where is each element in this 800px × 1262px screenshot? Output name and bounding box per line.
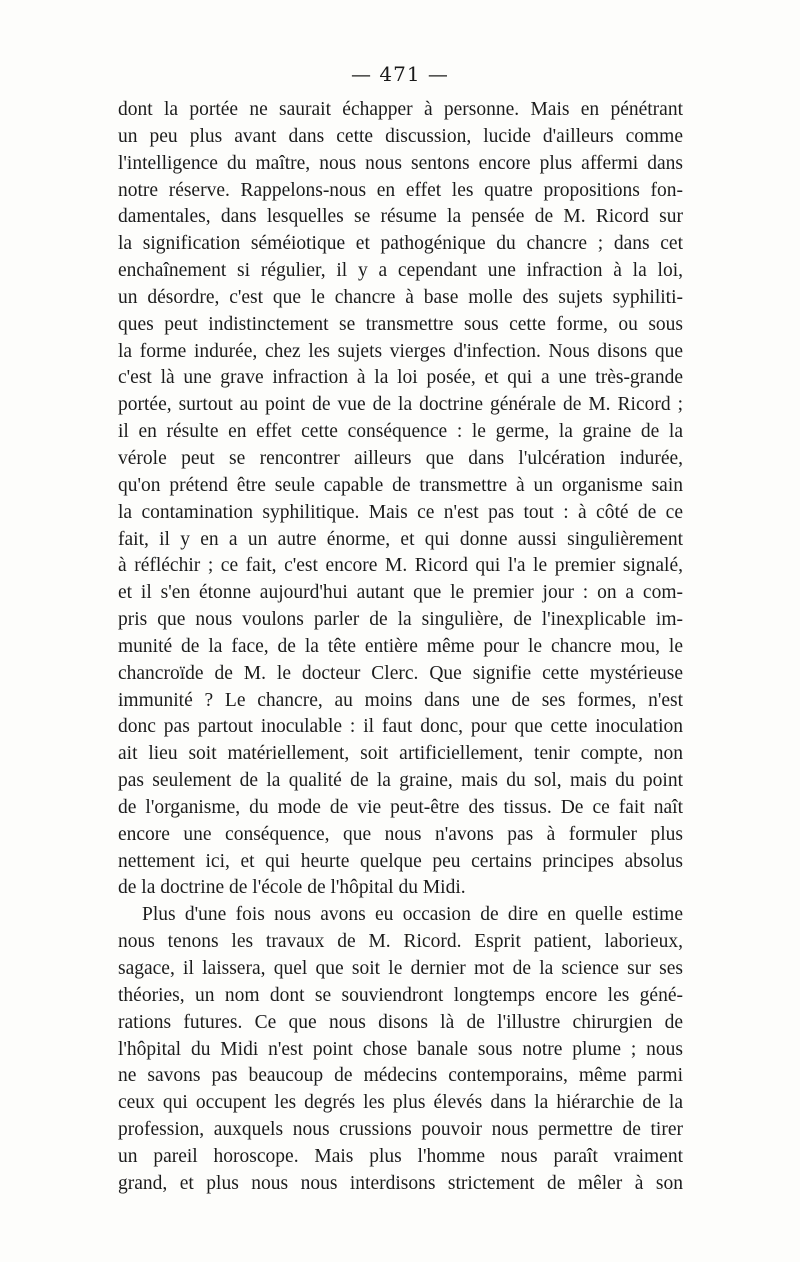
text-line: pris que nous voulons parler de la singulière, de l'inexplicable im- [118,609,683,631]
body-text [118,97,683,1198]
text-line: ceux qui occupent les degrés les plus élevés dans la hiérarchie de la [118,1092,683,1114]
text-line: enchaînement si régulier, il y a cependant une infraction à la loi, [118,260,683,282]
text-line: ait lieu soit matériellement, soit artificiellement, tenir compte, non [118,743,683,765]
text-line: dont la portée ne saurait échapper à personne. Mais en pénétrant [118,99,683,120]
text-line: damentales, dans lesquelles se résume la pensée de M. Ricord sur [118,206,683,228]
text-line: fait, il y en a un autre énorme, et qui donne aussi singulièrement [118,528,683,550]
text-line: nous tenons les travaux de M. Ricord. Esprit patient, laborieux, [118,931,683,953]
text-line: Plus d'une fois nous avons eu occasion de dire en quelle estime [142,904,683,926]
text-line: à réfléchir ; ce fait, c'est encore M. Ricord qui l'a le premier signalé, [118,555,683,577]
text-line: l'intelligence du maître, nous nous sentons encore plus affermi dans [118,152,683,174]
text-line: pas seulement de la qualité de la graine, mais du sol, mais du point [118,770,683,792]
text-line: et il s'en étonne aujourd'hui autant que le premier jour : on a com- [118,582,683,604]
text-line: profession, auxquels nous crussions pouvoir nous permettre de tirer [118,1119,683,1141]
text-line: théories, un nom dont se souviendront longtemps encore les géné- [118,984,683,1006]
text-line: la forme indurée, chez les sujets vierges d'infection. Nous disons que [118,340,683,362]
text-line: la signification séméiotique et pathogénique du chancre ; dans cet [118,233,683,255]
text-line: donc pas partout inoculable : il faut donc, pour que cette inoculation [118,716,683,738]
text-line: chancroïde de M. le docteur Clerc. Que signifie cette mystérieuse [118,662,683,684]
text-line: qu'on prétend être seule capable de transmettre à un organisme sain [118,474,683,496]
text-line: un pareil horoscope. Mais plus l'homme nous paraît vraiment [118,1145,683,1167]
page-number: — 471 — [351,62,449,86]
text-line: encore une conséquence, que nous n'avons pas à formuler plus [118,823,683,845]
text-line: il en résulte en effet cette conséquence : le germe, la graine de la [118,421,683,443]
text-line: nettement ici, et qui heurte quelque peu certains principes absolus [118,850,683,872]
text-line: un désordre, c'est que le chancre à base molle des sujets syphiliti- [118,286,683,308]
text-line: immunité ? Le chancre, au moins dans une de ses formes, n'est [118,689,683,711]
text-line: notre réserve. Rappelons-nous en effet les quatre propositions fon- [118,179,683,201]
text-line: sagace, il laissera, quel que soit le dernier mot de la science sur ses [118,958,683,979]
text-line: de la doctrine de l'école de l'hôpital du Midi. [118,877,466,899]
text-line: un peu plus avant dans cette discussion, lucide d'ailleurs comme [118,125,683,147]
text-line: l'hôpital du Midi n'est point chose banale sous notre plume ; nous [118,1038,683,1060]
text-line: portée, surtout au point de vue de la doctrine générale de M. Ricord ; [118,394,683,416]
text-line: de l'organisme, du mode de vie peut-être des tissus. De ce fait naît [118,796,683,818]
text-line: la contamination syphilitique. Mais ce n'est pas tout : à côté de ce [118,501,683,523]
text-line: c'est là une grave infraction à la loi posée, et qui a une très-grande [118,367,683,389]
text-line: grand, et plus nous nous interdisons strictement de mêler à son [118,1172,683,1194]
text-line: ques peut indistinctement se transmettre sous cette forme, ou sous [118,313,683,335]
text-line: munité de la face, de la tête entière même pour le chancre mou, le [118,635,683,657]
text-line: vérole peut se rencontrer ailleurs que dans l'ulcération indurée, [118,447,683,469]
text-line: ne savons pas beaucoup de médecins contemporains, même parmi [118,1065,683,1087]
text-line: rations futures. Ce que nous disons là de l'illustre chirurgien de [118,1011,683,1033]
